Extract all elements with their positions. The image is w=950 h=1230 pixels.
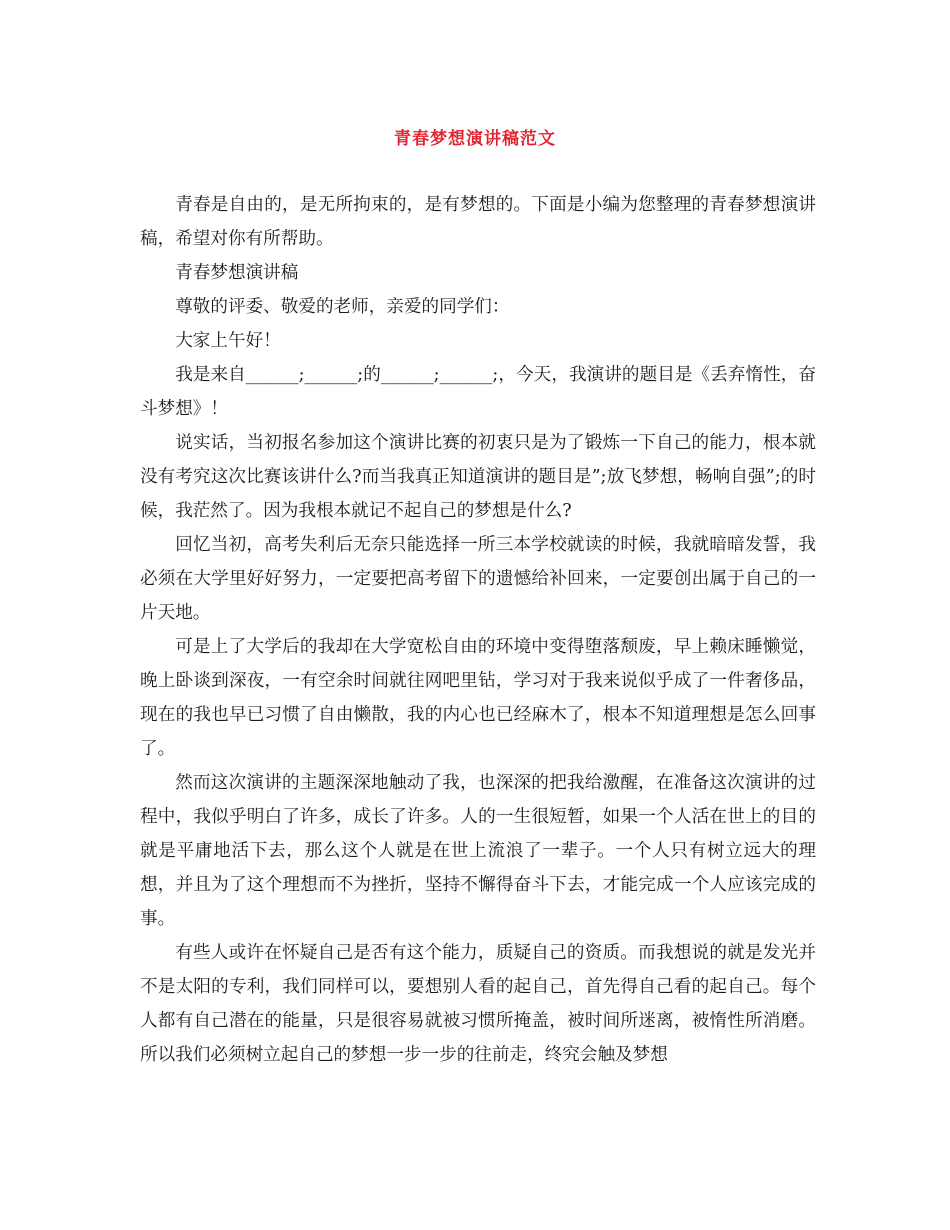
paragraph-greeting: 大家上午好！ xyxy=(175,331,281,351)
paragraph-salutation: 尊敬的评委、敬爱的老师，亲爱的同学们： xyxy=(175,297,510,317)
document-title: 青春梦想演讲稿范文 xyxy=(394,129,556,149)
paragraph-self-intro: 我是来自______;______;的______;______;，今天，我演讲的题目是《丢弃惰性，奋斗梦想》！ xyxy=(140,365,816,419)
paragraph-subtitle: 青春梦想演讲稿 xyxy=(175,263,299,283)
paragraph-body: 说实话，当初报名参加这个演讲比赛的初衷只是为了锻炼一下自己的能力，根本就没有考究这次比赛该讲什么?而当我真正知道演讲的题目是”;放飞梦想，畅响自强”;的时候，我茫然了。因为我根本就记不起自己的梦想是什么? xyxy=(140,433,816,521)
paragraph-body: 有些人或许在怀疑自己是否有这个能力，质疑自己的资质。而我想说的就是发光并不是太阳的专利，我们同样可以，要想别人看的起自己，首先得自己看的起自己。每个人都有自己潜在的能量，只是很容易就被习惯所掩盖，被时间所迷离，被惰性所消磨。所以我们必须树立起自己的梦想一步一步的往前走，终究会触及梦想 xyxy=(140,943,816,1065)
paragraph-intro: 青春是自由的，是无所拘束的，是有梦想的。下面是小编为您整理的青春梦想演讲稿，希望对你有所帮助。 xyxy=(140,195,816,249)
paragraph-body: 可是上了大学后的我却在大学宽松自由的环境中变得堕落颓废，早上赖床睡懒觉，晚上卧谈到深夜，一有空余时间就往网吧里钻，学习对于我来说似乎成了一件奢侈品，现在的我也早已习惯了自由懒散，我的内心也已经麻木了，根本不知道理想是怎么回事了。 xyxy=(140,637,816,759)
paragraph-body: 回忆当初，高考失利后无奈只能选择一所三本学校就读的时候，我就暗暗发誓，我必须在大学里好好努力，一定要把高考留下的遗憾给补回来，一定要创出属于自己的一片天地。 xyxy=(140,535,816,623)
paragraph-body: 然而这次演讲的主题深深地触动了我，也深深的把我给激醒，在准备这次演讲的过程中，我似乎明白了许多，成长了许多。人的一生很短暂，如果一个人活在世上的目的就是平庸地活下去，那么这个人就是在世上流浪了一辈子。一个人只有树立远大的理想，并且为了这个理想而不为挫折，坚持不懈得奋斗下去，才能完成一个人应该完成的事。 xyxy=(140,773,816,929)
document-body xyxy=(140,188,816,1072)
